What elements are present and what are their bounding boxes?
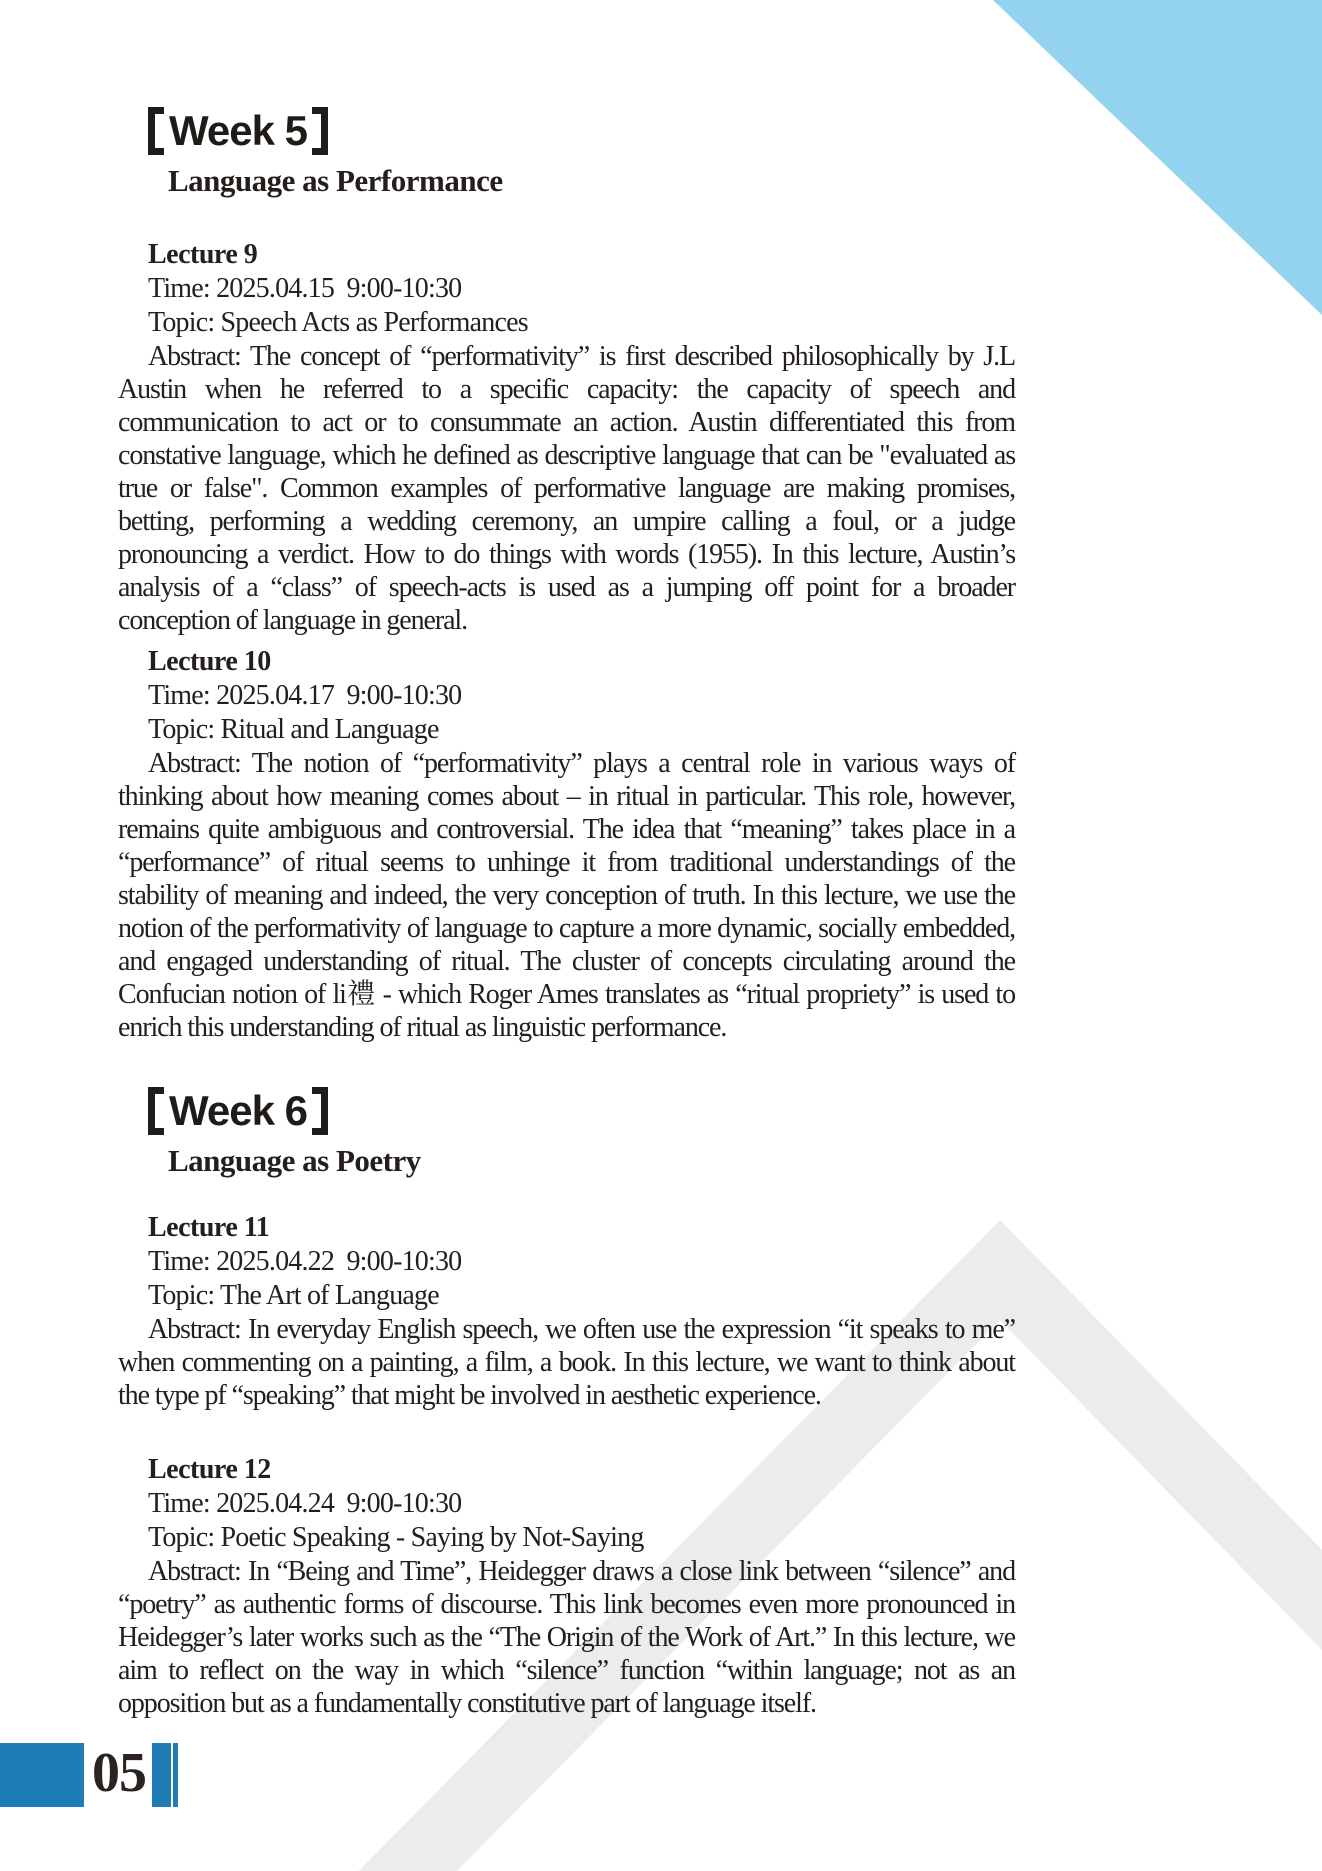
page-number-accent-line (173, 1743, 178, 1807)
week-5-title (148, 104, 1048, 158)
week-6-header (148, 1084, 1048, 1180)
lecture-topic: Topic: Speech Acts as Performances (148, 307, 528, 338)
lecture-heading: Lecture 11 (148, 1212, 270, 1243)
week-5-title-text: Week 5 (169, 107, 307, 154)
lecture-heading: Lecture 12 (148, 1454, 271, 1485)
lecture-time: Time: 2025.04.22 9:00-10:30 (148, 1246, 462, 1277)
lecture-time: Time: 2025.04.24 9:00-10:30 (148, 1488, 462, 1519)
week-5-subtitle: Language as Performance (168, 163, 503, 198)
lecture-heading: Lecture 9 (148, 239, 258, 270)
lenticular-bracket-close-icon (312, 1087, 328, 1135)
week-6-title (148, 1084, 1048, 1138)
page-number-accent-square (152, 1743, 171, 1807)
page-number-bar (0, 1743, 84, 1807)
lecture-topic: Topic: Poetic Speaking - Saying by Not-Saying (148, 1522, 644, 1553)
lecture-abstract: Abstract: In everyday English speech, we often use the expression “it speaks to me” when commenting on a painting, a film, a book. In this lecture, we want to think about the type pf “speaking” that might be involved in aesthetic experience. (118, 1314, 1015, 1411)
week-5-header (148, 104, 1048, 200)
lenticular-bracket-open-icon (148, 1087, 164, 1135)
lecture-11-block (118, 1211, 1015, 1412)
lecture-heading: Lecture 10 (148, 646, 271, 677)
lecture-12-block (118, 1453, 1015, 1720)
lecture-abstract: Abstract: The notion of “performativity” plays a central role in various ways of thinking about how meaning comes about – in ritual in particular. This role, however, remains quite ambiguous and controversial. The idea that “meaning” takes place in a “performance” of ritual seems to unhinge it from traditional understandings of the stability of meaning and indeed, the very conception of truth. In this lecture, we use the notion of the performativity of language to capture a more dynamic, socially embedded, and engaged understanding of ritual. The cluster of concepts circulating around the Confucian notion of li禮 - which Roger Ames translates as “ritual propriety” is used to enrich this understanding of ritual as linguistic performance. (118, 748, 1015, 1043)
lecture-time: Time: 2025.04.15 9:00-10:30 (148, 273, 462, 304)
week-6-title-text: Week 6 (169, 1087, 307, 1134)
lecture-9-block (118, 238, 1015, 637)
week-6-subtitle: Language as Poetry (168, 1143, 421, 1178)
lecture-topic: Topic: Ritual and Language (148, 714, 439, 745)
lecture-abstract: Abstract: The concept of “performativity” is first described philosophically by J.L Austin when he referred to a specific capacity: the capacity of speech and communication to act or to consummate an action. Austin differentiated this from constative language, which he defined as descriptive language that can be "evaluated as true or false". Common examples of performative language are making promises, betting, performing a wedding ceremony, an umpire calling a foul, or a judge pronouncing a verdict. How to do things with words (1955). In this lecture, Austin’s analysis of a “class” of speech-acts is used as a jumping off point for a broader conception of language in general. (118, 341, 1015, 636)
lecture-topic: Topic: The Art of Language (148, 1280, 439, 1311)
page-number: 05 (92, 1742, 146, 1804)
lecture-time: Time: 2025.04.17 9:00-10:30 (148, 680, 462, 711)
lenticular-bracket-close-icon (312, 107, 328, 155)
lecture-abstract: Abstract: In “Being and Time”, Heidegger draws a close link between “silence” and “poetry” as authentic forms of discourse. This link becomes even more pronounced in Heidegger’s later works such as the “The Origin of the Work of Art.” In this lecture, we aim to reflect on the way in which “silence” function “within language; not as an opposition but as a fundamentally constitutive part of language itself. (118, 1556, 1015, 1719)
lecture-10-block (118, 645, 1015, 1044)
lenticular-bracket-open-icon (148, 107, 164, 155)
